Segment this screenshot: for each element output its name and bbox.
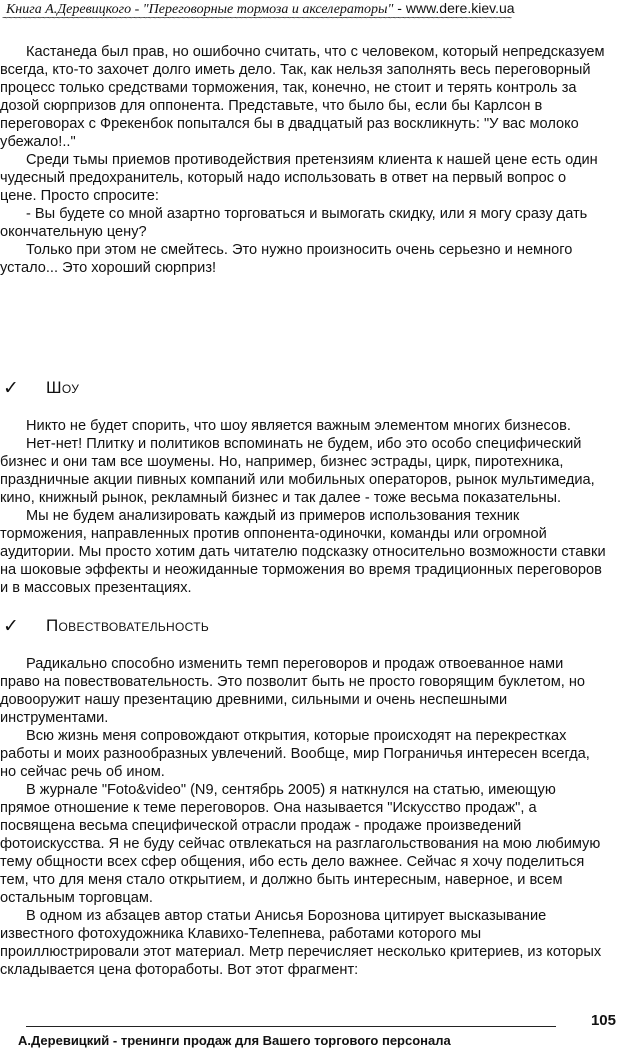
header-separator: - [393,0,406,16]
paragraph: Только при этом не смейтесь. Это нужно произносить очень серьезно и немного устало... Это хороший сюрприз! [0,242,573,276]
footer-divider [26,1026,556,1027]
book-title: Книга А.Деревицкого - "Переговорные тормоза и акселераторы" [6,2,394,17]
checkmark-icon: ✓ [3,377,19,399]
section-title: Повествовательность [46,616,210,635]
paragraph: В журнале "Foto&video" (N9, сентябрь 2005) я наткнулся на статью, имеющую прямое отношение к теме переговоров. Она называется "Искусство продаж", а посвящена весьма специфической отрасли продаж - продаже произведений фотоискусства. Я не буду сейчас отвлекаться на разглагольствования на мою любимую тему общности всех сфер общения, ибо есть дело важнее. Сейчас я хочу поделиться тем, что для меня стало открытием, и должно быть интересным, наверное, и всем остальным торговцам. [0,782,601,906]
paragraph: В одном из абзацев автор статьи Анисья Борознова цитирует высказывание известного фотохудожника Клавихо-Телепнева, работами которого мы проиллюстрировали этот материал. Метр перечисляет несколько критериев, из которых складывается цена фотоработы. Вот этот фрагмент: [0,908,602,978]
spacer [0,403,606,417]
section-heading-show [0,373,606,403]
paragraph: Никто не будет спорить, что шоу является важным элементом многих бизнесов. [26,418,571,434]
paragraph: Нет-нет! Плитку и политиков вспоминать не будем, ибо это особо специфический бизнес и они там все шоумены. Но, например, бизнес эстрады, цирк, пиротехника, праздничные акции пивных компаний или мобильных операторов, рынок мультимедиа, кино, книжный рынок, рекламный бизнес и так далее - тоже весьма показательны. [0,436,595,506]
spacer [0,597,606,611]
section-title: Шоу [46,378,80,397]
site-url: www.dere.kiev.ua [405,0,515,16]
paragraph: Кастанеда был прав, но ошибочно считать, что с человеком, который непредсказуем всегда, кто-то захочет долго иметь дело. Так, как нельзя заполнять весь переговорный процесс только средствами торможения, так, конечно, не стоит и терять контроль за дозой сюрпризов для оппонента. Представьте, что было бы, если бы Карлсон в переговорах с Фрекенбок попытался бы в двадцатый раз воскликнуть: "У вас молоко убежало!.." [0,44,605,150]
paragraph: Мы не будем анализировать каждый из примеров использования техник торможения, направленных против оппонента-одиночки, команды или огромной аудитории. Мы просто хотим дать читателю подсказку относительно возможности ставки на шоковые эффекты и неожиданные торможения во время традиционных переговоров и в массовых презентациях. [0,508,606,596]
spacer [0,277,606,373]
paragraph: - Вы будете со мной азартно торговаться и вымогать скидку, или я могу сразу дать окончательную цену? [0,206,588,240]
paragraph: Всю жизнь меня сопровождают открытия, которые происходят на перекрестках работы и моих разнообразных увлечений. Вообще, мир Пограничья интересен всегда, но сейчас речь об ином. [0,728,590,780]
footer-text: А.Деревицкий - тренинги продаж для Вашего торгового персонала [18,1033,451,1048]
tilde-rule: ~~~~~~~~~~~~~~~~~~~~~~~~~~~~~~~~~~~~~~~~~~~~~~~~~~~~~~~~~~~~~~~~~~~~~~~~~~~~~~~~~~~~~~~~~~~~~~~~~~~~~~~~~~ [2,14,511,25]
section-heading-narrative [0,611,606,641]
checkmark-icon: ✓ [3,615,19,637]
paragraph: Среди тьмы приемов противодействия претензиям клиента к нашей цене есть один чудесный предохранитель, который надо использовать в ответ на первый вопрос о цене. Просто спросите: [0,152,598,204]
page-body [0,43,606,979]
spacer [0,641,606,655]
page-number: 105 [590,1012,616,1029]
paragraph: Радикально способно изменить темп переговоров и продаж отвоеванное нами право на повествовательность. Это позволит быть не просто говорящим буклетом, но довооружит нашу презентацию древними, сильными и очень неспешными инструментами. [0,656,586,726]
